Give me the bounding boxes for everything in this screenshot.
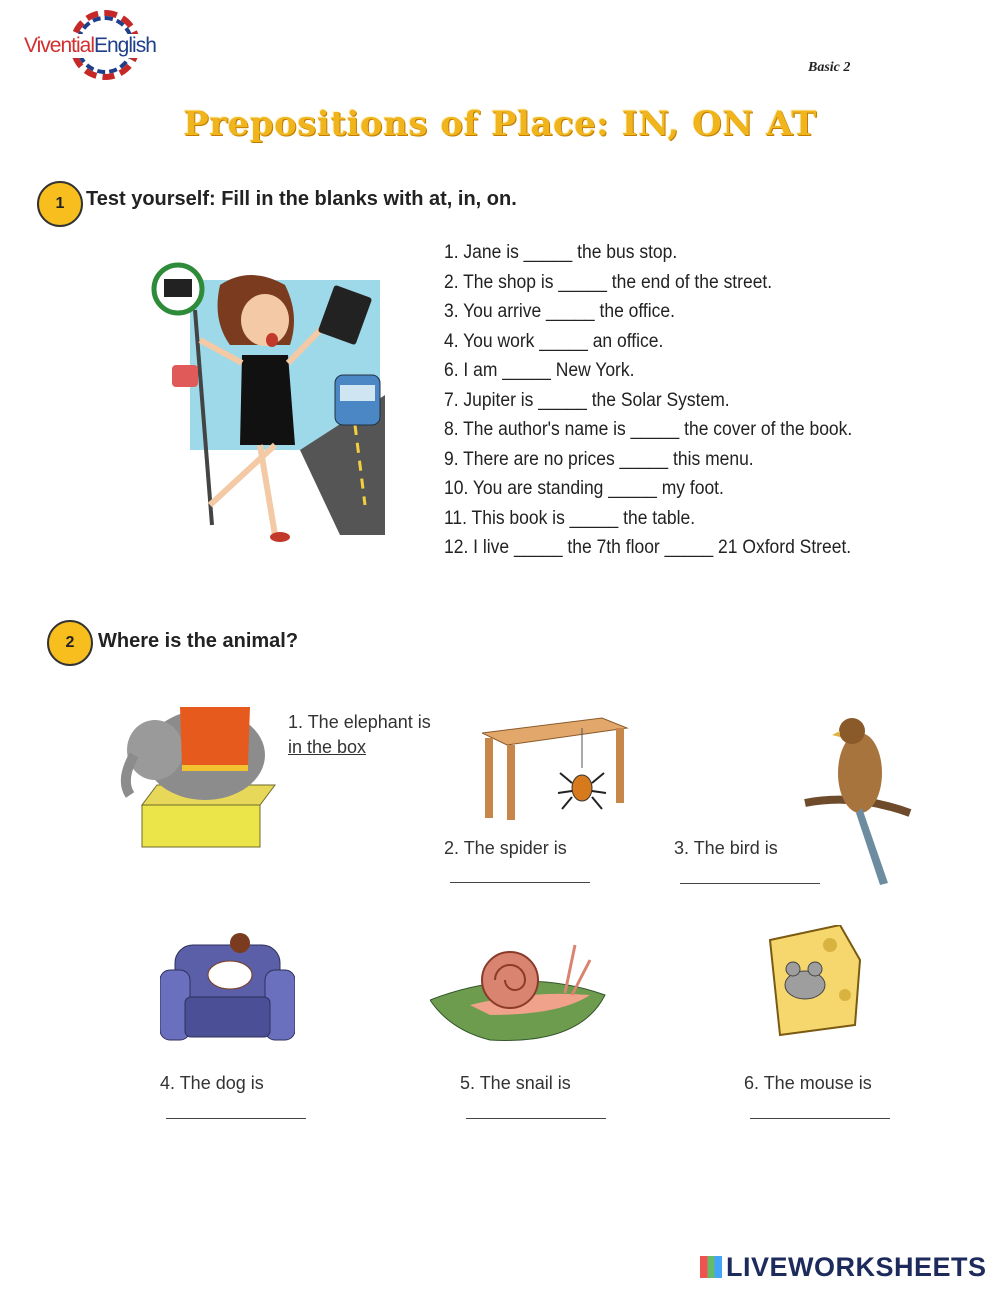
liveworksheets-logo-icon: [700, 1256, 722, 1278]
question-item: 7. Jupiter is _____ the Solar System.: [444, 389, 730, 411]
bird-branch-illustration: [800, 713, 915, 888]
question-item: 6. I am _____ New York.: [444, 360, 635, 381]
table-icon: [482, 718, 627, 745]
liveworksheets-brand-text: LIVEWORKSHEETS: [726, 1252, 987, 1282]
animal-caption-4: 4. The dog is: [160, 1073, 264, 1093]
animal-caption-5: 5. The snail is: [460, 1073, 571, 1093]
bus-stop-woman-illustration: [150, 245, 390, 545]
section-2-heading: Where is the animal?: [98, 630, 299, 652]
snail-icon: [482, 952, 538, 1008]
answer-blank-3[interactable]: [680, 883, 820, 884]
question-item: 12. I live _____ the 7th floor _____ 21 Oxford Street.: [444, 537, 852, 558]
handbag-icon: [172, 365, 198, 387]
animal-caption-1: 1. The elephant is: [288, 712, 431, 732]
section-1-heading: Test yourself: Fill in the blanks with at, in, on.: [86, 188, 517, 210]
question-item: 11. This book is _____ the table.: [444, 507, 696, 529]
question-item: 8. The author's name is _____ the cover of the book.: [444, 419, 853, 440]
question-item: 10. You are standing _____ my foot.: [444, 478, 724, 499]
answer-blank-2[interactable]: [450, 882, 590, 883]
box-icon: [142, 805, 260, 847]
answer-blank-5[interactable]: [466, 1118, 606, 1119]
answer-blank-6[interactable]: [750, 1118, 890, 1119]
question-item: 4. You work _____ an office.: [444, 330, 664, 352]
mouse-cheese-illustration: [765, 925, 865, 1040]
question-item: 1. Jane is _____ the bus stop.: [444, 242, 678, 263]
logo: [18, 10, 188, 82]
dog-icon: [208, 961, 252, 989]
page-title: Prepositions of Place: IN, ON AT: [183, 104, 817, 144]
animal-caption-2: 2. The spider is: [444, 838, 567, 858]
question-item: 9. There are no prices _____ this menu.: [444, 448, 754, 470]
animal-caption-6: 6. The mouse is: [744, 1073, 872, 1093]
section-1-number: 1: [37, 181, 83, 227]
animal-answer-1: in the box: [288, 737, 367, 757]
section-1-question-list: [444, 238, 922, 563]
liveworksheets-brand: [700, 1252, 987, 1283]
logo-text-part1: Vivential: [24, 34, 94, 57]
animal-caption-3: 3. The bird is: [674, 838, 778, 858]
question-item: 2. The shop is _____ the end of the street.: [444, 271, 773, 293]
section-2-number: 2: [47, 620, 93, 666]
spider-icon: [572, 775, 592, 801]
question-item: 3. You arrive _____ the office.: [444, 301, 675, 322]
spider-table-illustration: [482, 713, 632, 833]
woman-dress: [240, 355, 295, 445]
level-label: Basic 2: [808, 60, 851, 75]
snail-leaf-illustration: [430, 935, 610, 1045]
dog-armchair-illustration: [160, 925, 295, 1045]
elephant-in-box-illustration: [120, 695, 280, 850]
logo-text-part2: English: [94, 34, 156, 57]
answer-blank-4[interactable]: [166, 1118, 306, 1119]
bird-icon: [838, 733, 882, 813]
